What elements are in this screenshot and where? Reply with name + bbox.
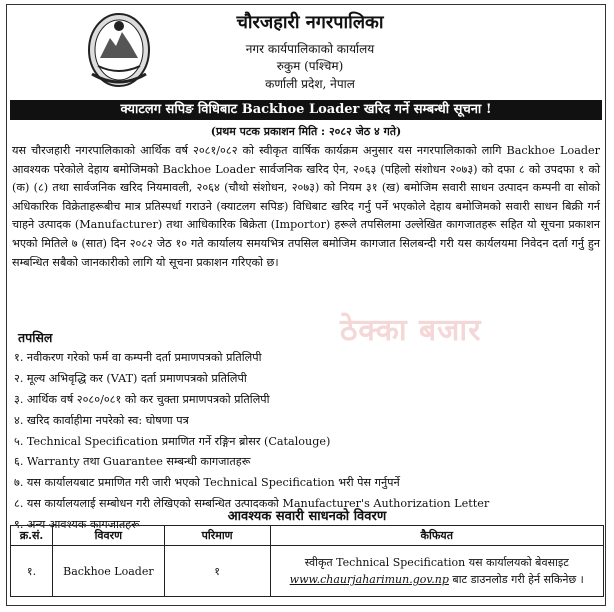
district-name: रुकुम (पश्चिम) xyxy=(276,59,344,73)
municipality-emblem-icon xyxy=(86,10,152,88)
header-sn: क्र.सं. xyxy=(11,526,53,546)
municipality-title: चौरजहारी नगरपालिका xyxy=(236,12,384,33)
table-title: आवश्यक सवारी साधनको विवरण xyxy=(227,509,387,524)
publish-date: (प्रथम पटक प्रकाशन मिति : २०८२ जेठ ४ गते) xyxy=(210,125,402,138)
list-item: २. मूल्य अभिवृद्धि कर (VAT) दर्ता प्रमाणपत्रको प्रतिलिपी xyxy=(14,371,247,385)
list-item: ७. यस कार्यालयबाट प्रमाणित गरी जारी भएको Technical Specification भरी पेस गर्नुपर्ने xyxy=(14,476,400,490)
notice-body: यस चौरजहारी नगरपालिकाको आर्थिक वर्ष २०८१/०८२ को स्वीकृत वार्षिक कार्यक्रम अनुसार यस नगरपालिकाको लागि Backhoe Loader आवश्यक परेकोले देहाय बमोजिमको Backhoe Loader सार्वजनिक खरिद ऐन, २०६३ (पहिलो संशोधन २०७३) को दफा ८ को उपदफा १ को (क) (८) तथा सार्वजनिक खरिद नियमावली, २०६४ (चौथो संशोधन, २०७३) को नियम ३१ (ख) बमोजिम सवारी साधन उत्पादन कम्पनी वा सोको अधिकारिक विक्रेताहरूबीच मात्र प्रतिस्पर्धा गराउने (क्याटलग सपिङ) विधिबाट खरिद गर्नु पर्ने भएकोले देहाय बमोजिमको सवारी साधन बिक्री गर्न चाहने उत्पादक (Manufacturer) तथा आधिकारिक बिक्रेता (Importor) हरूले तपसिलमा उल्लेखित कागजातहरू सहित यो सूचना प्रकाशन भएको मितिले ७ (सात) दिन २०८२ जेठ १० गते कार्यालय समयभित्र तपसिल बमोजिम कागजात सिलबन्दी गरी यस कार्यलयमा निवेदन दर्ता गर्नु हुन सम्बन्धित सबैको जानकारीको लागि यो सूचना प्रकाशन गरिएको छ। xyxy=(12,144,600,269)
watermark: ठेक्का बजार xyxy=(340,313,482,348)
list-item: १. नवीकरण गरेको फर्म वा कम्पनी दर्ता प्रमाणपत्रको प्रतिलिपी xyxy=(14,351,262,364)
cell-sn: १. xyxy=(11,546,53,597)
tapsil-heading: तपसिल xyxy=(18,330,53,345)
table-header-row xyxy=(11,526,604,546)
list-item: ८. यस कार्यालयलाई सम्बोधन गरी लेखिएको सम्बन्धित उत्पादकको Manufacturer's Authorization Letter xyxy=(14,497,490,511)
list-item: ९. अन्य आवश्यक कागजातहरू xyxy=(14,518,140,532)
remarks-line2: बाट डाउनलोड गरी हेर्न सकिनेछ । xyxy=(448,573,584,586)
table-row xyxy=(11,546,604,597)
website-link[interactable]: www.chaurjaharimun.gov.np xyxy=(289,573,449,586)
remarks-line1: स्वीकृत Technical Specification यस कार्यालयको बेवसाइट xyxy=(304,556,569,569)
list-item: ६. Warranty तथा Guarantee सम्बन्धी कागजातहरू xyxy=(14,455,251,469)
list-item: ५. Technical Specification प्रमाणित गर्ने रङ्गिन ब्रोसर (Catalouge) xyxy=(14,434,331,448)
list-item: ४. खरिद कार्वाहीमा नपरेको स्व: घोषणा पत्र xyxy=(14,413,189,427)
cell-description: Backhoe Loader xyxy=(52,546,164,597)
cell-remarks xyxy=(270,546,603,597)
header-quantity: परिमाण xyxy=(164,526,270,546)
cell-quantity: १ xyxy=(164,546,270,597)
list-item: ३. आर्थिक वर्ष २०८०/०८१ को कर चुक्ता प्रमाणपत्रको प्रतिलिपी xyxy=(14,392,270,406)
notice-banner: क्याटलग सपिङ विधिबाट Backhoe Loader खरिद गर्ने सम्बन्धी सूचना ! xyxy=(10,100,602,120)
header-description: विवरण xyxy=(52,526,164,546)
header-remarks: कैफियत xyxy=(270,526,603,546)
province-name: कर्णाली प्रदेश, नेपाल xyxy=(265,77,355,91)
vehicle-table xyxy=(10,525,604,597)
office-name: नगर कार्यपालिकाको कार्यालय xyxy=(245,42,375,56)
